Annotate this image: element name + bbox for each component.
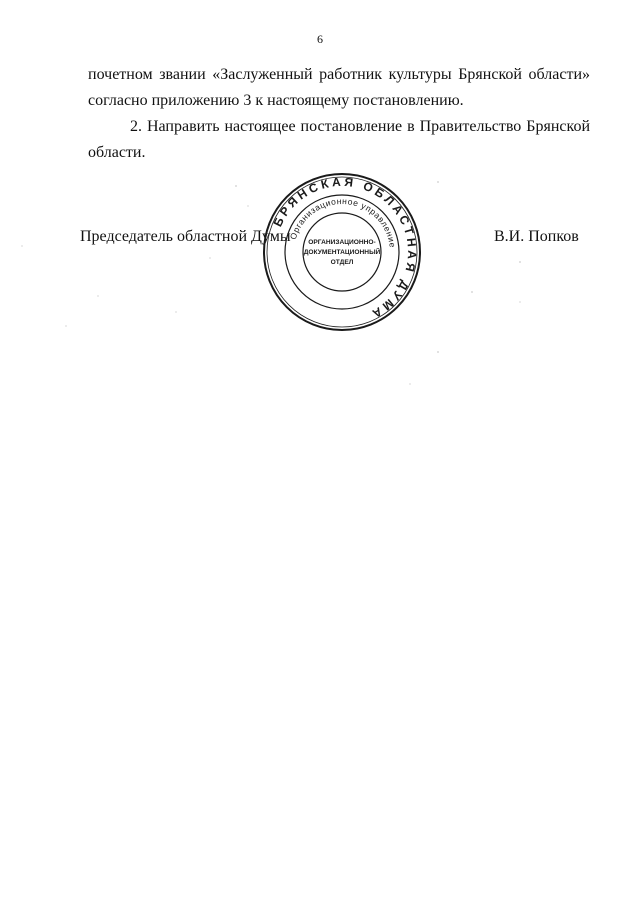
stamp-outer-text: БРЯНСКАЯ ОБЛАСТНАЯ ДУМА (270, 174, 420, 323)
official-seal-stamp (262, 172, 422, 332)
stamp-center-line-1: ОРГАНИЗАЦИОННО- (308, 239, 376, 246)
body-paragraph-1: почетном звании «Заслуженный работник культуры Брянской области» согласно приложению 3 к настоящему постановлению. (88, 66, 590, 109)
body-paragraph-2: 2. Направить настоящее постановление в Правительство Брянской области. (88, 118, 590, 161)
stamp-center-line-3: ОТДЕЛ (330, 259, 354, 266)
stamp-inner-ring-text: Организационное управление (287, 195, 398, 249)
page-number: 6 (317, 32, 323, 46)
signatory-role: Председатель областной Думы (80, 228, 291, 245)
stamp-center-line-2: ДОКУМЕНТАЦИОННЫЙ (303, 249, 381, 256)
signatory-name: В.И. Попков (494, 228, 579, 245)
